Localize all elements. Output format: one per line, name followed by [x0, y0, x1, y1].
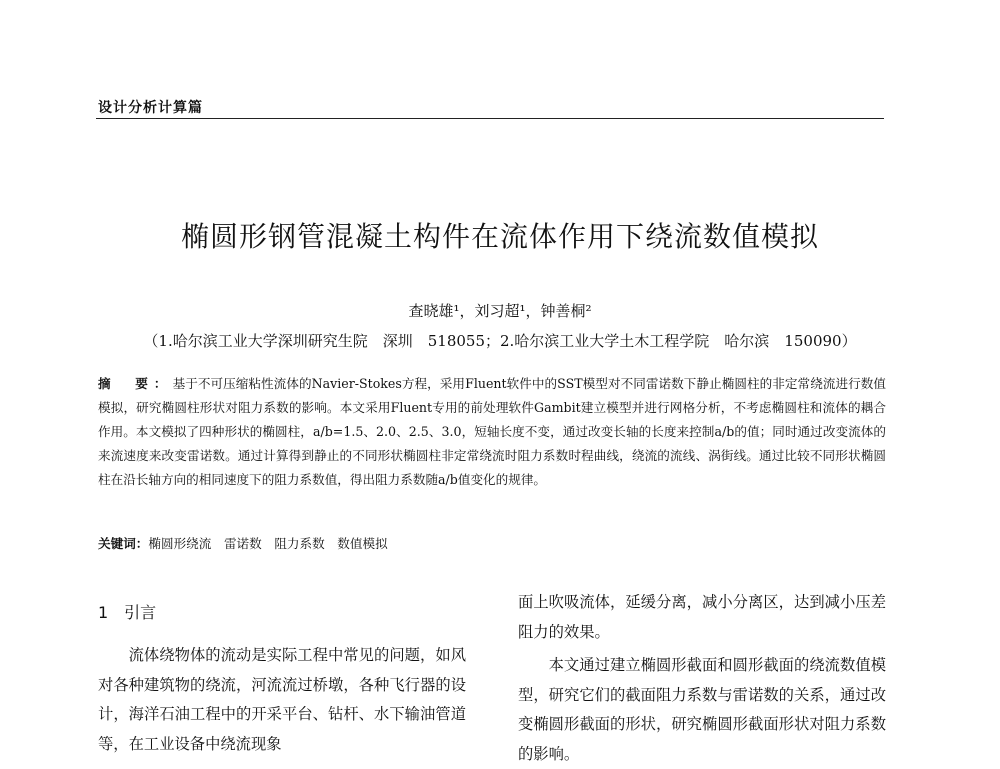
keywords — [98, 533, 886, 552]
left-column — [98, 588, 466, 759]
section-heading: 1 引言 — [98, 603, 157, 622]
abstract-label: 摘 要： — [98, 376, 173, 391]
authors: 查晓雄¹，刘习超¹，钟善桐² — [408, 302, 592, 320]
body-paragraph: 本文通过建立椭圆形截面和圆形截面的绕流数值模型，研究它们的截面阻力系数与雷诺数的关系，通过改变椭圆形截面的形状，研究椭圆形截面形状对阻力系数的影响。 — [518, 656, 886, 763]
running-head: 设计分析计算篇 — [98, 100, 203, 116]
abstract — [98, 372, 886, 492]
keywords-label: 关键词： — [98, 536, 149, 551]
body-paragraph: 流体绕物体的流动是实际工程中常见的问题，如风对各种建筑物的绕流，河流流过桥墩，各种飞行器的设计，海洋石油工程中的开采平台、钻杆、水下输油管道等，在工业设备中绕流现象 — [98, 646, 466, 753]
right-column — [518, 588, 886, 769]
keywords-text: 椭圆形绕流 雷诺数 阻力系数 数值模拟 — [148, 536, 388, 551]
affiliations: （1.哈尔滨工业大学深圳研究生院 深圳 518055；2.哈尔滨工业大学土木工程学院 哈尔滨 150090） — [143, 332, 857, 350]
paper-title: 椭圆形钢管混凝土构件在流体作用下绕流数值模拟 — [180, 219, 819, 253]
header-rule — [96, 118, 884, 119]
body-paragraph-continued: 面上吹吸流体，延缓分离，减小分离区，达到减小压差阻力的效果。 — [518, 593, 886, 641]
abstract-text: 基于不可压缩粘性流体的Navier-Stokes方程，采用Fluent软件中的SST模型对不同雷诺数下静止椭圆柱的非定常绕流进行数值模拟，研究椭圆柱形状对阻力系数的影响。本文采用Fluent专用的前处理软件Gambit建立模型并进行网格分析，不考虑椭圆柱和流体的耦合作用。本文模拟了四种形状的椭圆柱，a/b=1.5、2.0、2.5、3.0，短轴长度不变，通过改变长轴的长度来控制a/b的值；同时通过改变流体的来流速度来改变雷诺数。通过计算得到静止的不同形状椭圆柱非定常绕流时阻力系数时程曲线，绕流的流线、涡街线。通过比较不同形状椭圆柱在沿长轴方向的相同速度下的阻力系数值，得出阻力系数随a/b值变化的规律。 — [98, 376, 886, 487]
